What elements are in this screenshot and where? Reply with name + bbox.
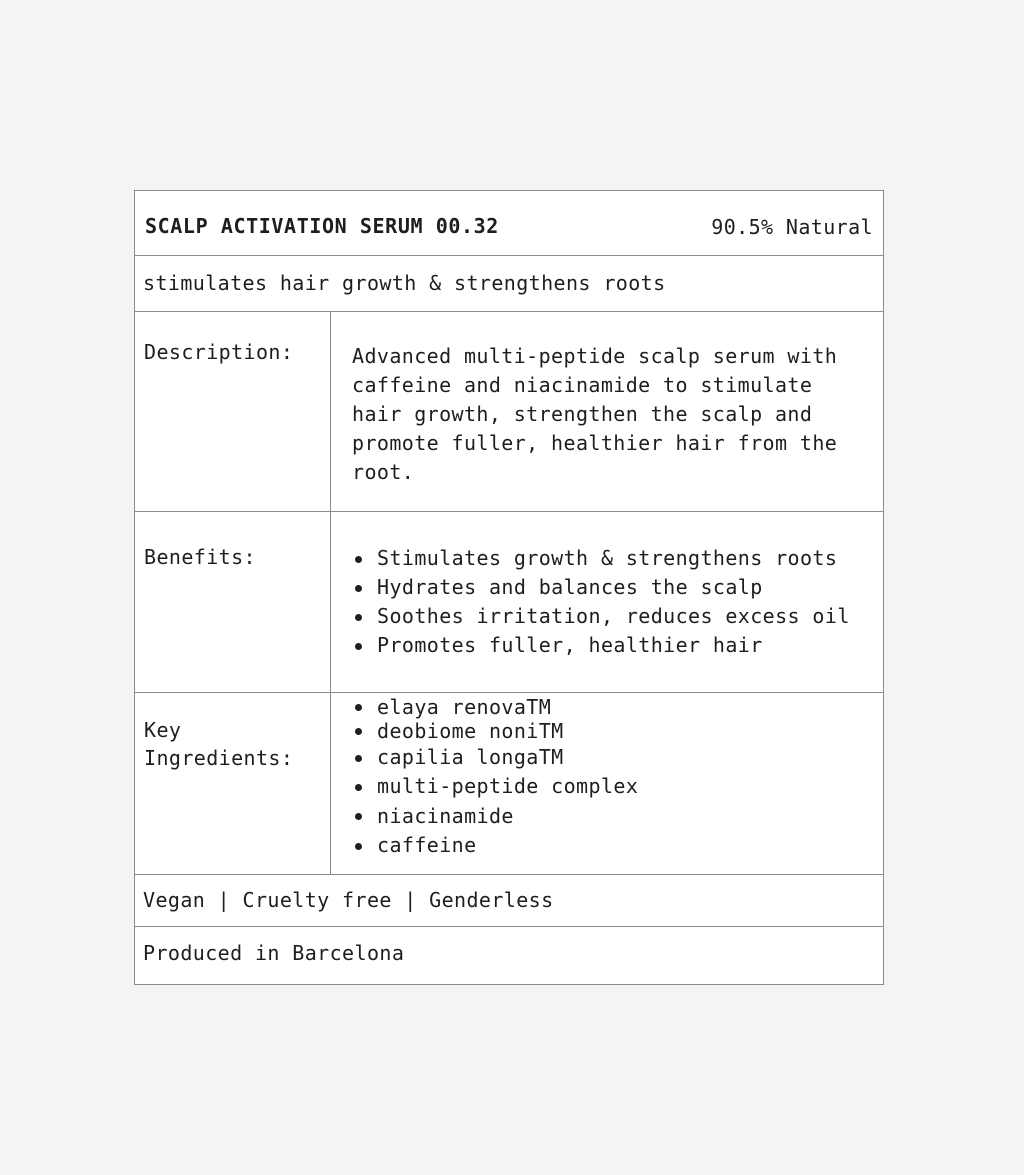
bullet-icon xyxy=(355,728,362,735)
list-item: Promotes fuller, healthier hair xyxy=(352,631,850,660)
tagline-row xyxy=(135,256,883,312)
bullet-icon xyxy=(355,843,362,850)
description-label: Description: xyxy=(144,340,294,364)
list-item: capilia longaTM xyxy=(352,743,638,772)
header-row xyxy=(135,191,883,256)
ingredients-list xyxy=(352,695,638,860)
bullet-icon xyxy=(355,704,362,711)
list-item: caffeine xyxy=(352,831,638,860)
bullet-icon xyxy=(355,755,362,762)
natural-percentage: 90.5% Natural xyxy=(711,215,873,239)
ingredients-label-line2: Ingredients: xyxy=(144,746,294,770)
list-item: Hydrates and balances the scalp xyxy=(352,573,850,602)
production-origin: Produced in Barcelona xyxy=(143,941,405,965)
product-attributes: Vegan | Cruelty free | Genderless xyxy=(143,888,554,912)
bullet-icon xyxy=(355,556,362,563)
benefits-label: Benefits: xyxy=(144,545,256,569)
tagline: stimulates hair growth & strengthens roots xyxy=(143,271,666,295)
ingredients-label-line1: Key xyxy=(144,718,182,742)
column-divider xyxy=(330,312,331,511)
benefits-list xyxy=(352,544,850,660)
bullet-icon xyxy=(355,585,362,592)
column-divider xyxy=(330,693,331,874)
benefits-row xyxy=(135,512,883,693)
list-item: niacinamide xyxy=(352,801,638,831)
list-item: Stimulates growth & strengthens roots xyxy=(352,544,850,573)
bullet-icon xyxy=(355,643,362,650)
product-title: SCALP ACTIVATION SERUM 00.32 xyxy=(145,214,499,238)
ingredients-row xyxy=(135,693,883,875)
attributes-row xyxy=(135,875,883,927)
bullet-icon xyxy=(355,784,362,791)
origin-row xyxy=(135,927,883,984)
list-item: elaya renovaTM xyxy=(352,695,638,719)
product-label-card xyxy=(134,190,884,985)
list-item: Soothes irritation, reduces excess oil xyxy=(352,602,850,631)
list-item: multi-peptide complex xyxy=(352,772,638,801)
bullet-icon xyxy=(355,813,362,820)
description-text: Advanced multi-peptide scalp serum with caffeine and niacinamide to stimulate hair growth, strengthen the scalp and promote fuller, healthier hair from the root. xyxy=(352,344,838,484)
column-divider xyxy=(330,512,331,692)
bullet-icon xyxy=(355,614,362,621)
description-row xyxy=(135,312,883,512)
list-item: deobiome noniTM xyxy=(352,719,638,743)
